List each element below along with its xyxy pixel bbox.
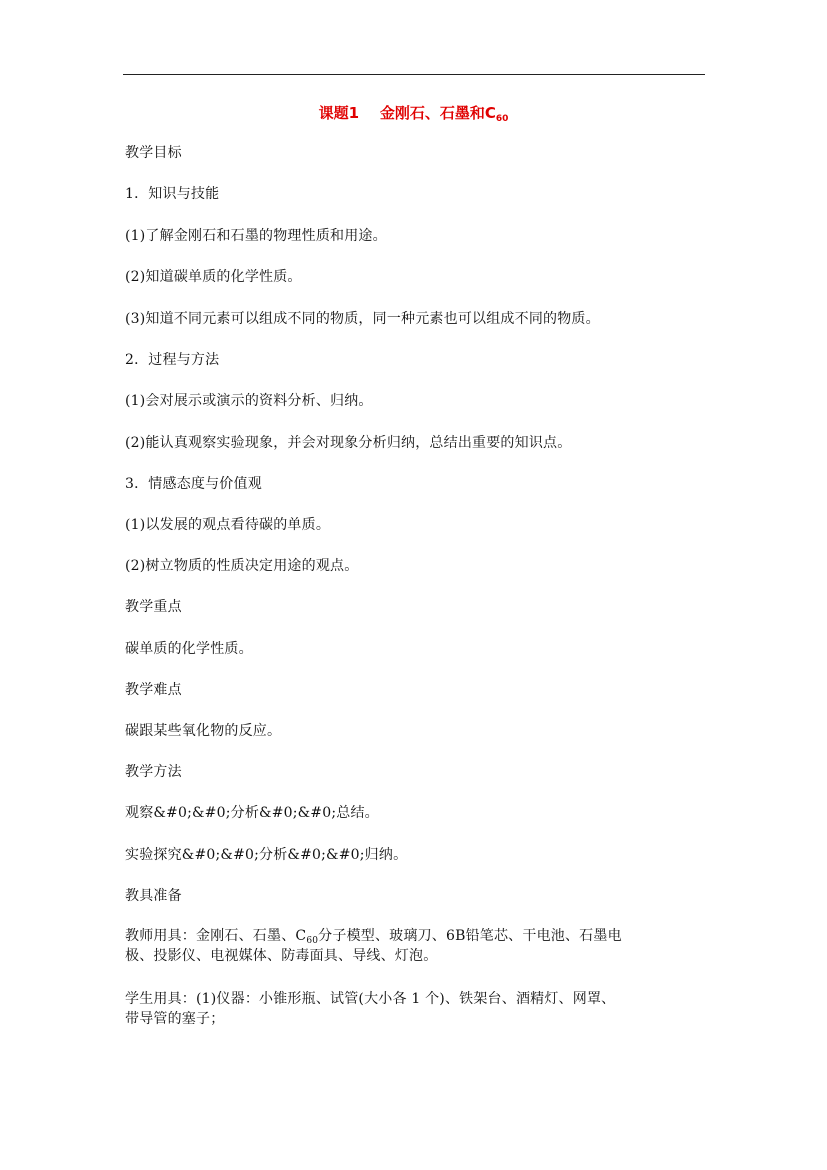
student-tools-line-1: 学生用具：(1)仪器：小锥形瓶、试管(大小各 1 个)、铁架台、酒精灯、网罩、 [125,991,616,1007]
objective-item: (1)了解金刚石和石墨的物理性质和用途。 [125,228,387,244]
c60-subscript: 60 [306,936,319,946]
difficulty-text: 碳跟某些氧化物的反应。 [125,723,282,739]
heading-knowledge-skills: 1．知识与技能 [125,186,220,202]
page-title [0,102,827,124]
heading-teaching-aids: 教具准备 [125,888,182,904]
student-tools-line-2: 带导管的塞子； [125,1011,225,1027]
heading-key-points: 教学重点 [125,599,182,615]
objective-item: (2)树立物质的性质决定用途的观点。 [125,558,359,574]
heading-process-methods: 2．过程与方法 [125,352,220,368]
objective-item: (3)知道不同元素可以组成不同的物质，同一种元素也可以组成不同的物质。 [125,311,600,327]
heading-difficulties: 教学难点 [125,682,182,698]
objective-item: (1)会对展示或演示的资料分析、归纳。 [125,393,373,409]
objective-item: (2)知道碳单质的化学性质。 [125,269,302,285]
heading-teaching-objectives: 教学目标 [125,145,182,161]
title-text: 课题1 金刚石、石墨和C [318,104,496,122]
teacher-tools-text: 分子模型、玻璃刀、6B铅笔芯、干电池、石墨电 [318,928,622,944]
teacher-tools-line-2: 极、投影仪、电视媒体、防毒面具、导线、灯泡。 [125,948,438,964]
teacher-tools-text: 教师用具：金刚石、石墨、C [125,928,307,944]
objective-item: (2)能认真观察实验现象，并会对现象分析归纳，总结出重要的知识点。 [125,435,572,451]
header-rule [123,74,705,75]
heading-emotion-values: 3．情感态度与价值观 [125,476,262,492]
key-point-text: 碳单质的化学性质。 [125,641,253,657]
method-item: 观察&#0;&#0;分析&#0;&#0;总结。 [125,805,379,821]
method-item: 实验探究&#0;&#0;分析&#0;&#0;归纳。 [125,847,408,863]
heading-methods: 教学方法 [125,764,182,780]
title-subscript: 60 [495,114,509,124]
objective-item: (1)以发展的观点看待碳的单质。 [125,517,331,533]
